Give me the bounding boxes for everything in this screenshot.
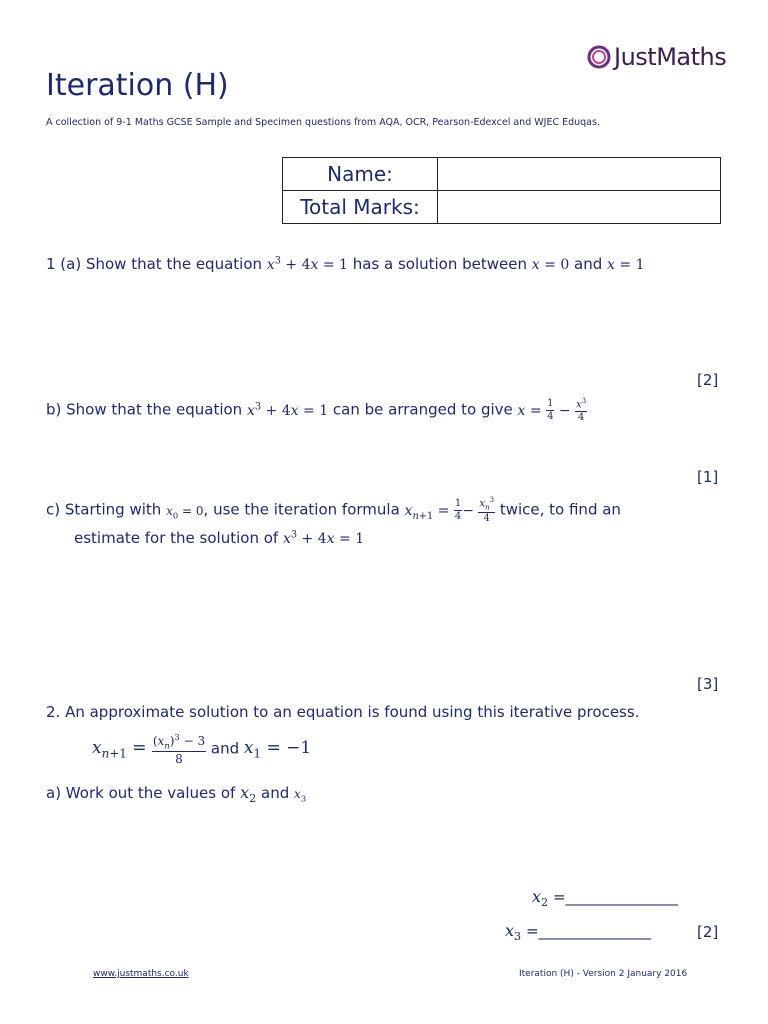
name-row — [283, 158, 721, 191]
x3-answer-line — [505, 921, 651, 943]
name-label: Name: — [283, 158, 438, 191]
question-1c — [46, 497, 621, 524]
x3-answer-label: $x_3$ — [505, 921, 522, 944]
q1c-formula: $x_{n+1}$ = $\frac{1}{4}$ − $\frac{x_n^3}{4}$ — [404, 496, 495, 525]
q1b-middle: can be arranged to give — [332, 400, 513, 419]
total-marks-label: Total Marks: — [283, 191, 438, 224]
q2-and: and — [210, 739, 240, 758]
q1c-middle: , use the iteration formula — [203, 500, 400, 519]
question-2-formula — [92, 733, 311, 765]
question-1a — [46, 255, 644, 273]
x2-answer-field[interactable]: =_______________ — [552, 888, 679, 906]
logo-swirl-icon — [586, 44, 612, 70]
q2a-x3: $x_3$ — [294, 787, 307, 804]
page-subtitle: A collection of 9-1 Maths GCSE Sample and Specimen questions from AQA, OCR, Pearson-Edexcel and WJEC Eduqas. — [46, 117, 600, 128]
q1c-prefix: c) Starting with — [46, 500, 162, 519]
x3-answer-field[interactable]: =_______________ — [525, 922, 652, 940]
q2a-text: a) Work out the values of — [46, 784, 236, 802]
q1c-marks: [3] — [697, 675, 719, 693]
total-marks-row — [283, 191, 721, 224]
q1c-equation: $x^3 + 4x = 1$ — [282, 529, 365, 547]
student-info-table — [282, 157, 721, 224]
question-1b — [46, 398, 587, 423]
logo-text: JustMaths — [614, 43, 727, 71]
q1c-line2: estimate for the solution of — [74, 529, 279, 547]
q2a-and: and — [261, 784, 290, 802]
q1b-prefix: b) Show that the equation — [46, 400, 243, 419]
justmaths-logo — [586, 42, 726, 72]
total-marks-field[interactable] — [438, 191, 721, 224]
q1a-lower-bound: x = 0 — [531, 257, 570, 273]
x2-answer-label: $x_2$ — [532, 887, 549, 910]
q1a-equation: $x^3 + 4x = 1$ — [266, 255, 348, 273]
question-2-intro: 2. An approximate solution to an equation is found using this iterative process. — [46, 703, 640, 721]
x2-answer-line — [532, 887, 678, 909]
q2a-x2: $x_2$ — [240, 783, 257, 806]
q1a-prefix: 1 (a) Show that the equation — [46, 255, 263, 273]
q1c-suffix: twice, to find an — [499, 500, 621, 519]
footer-website-link[interactable]: www.justmaths.co.uk — [93, 969, 189, 979]
q1b-marks: [1] — [697, 468, 719, 486]
q1b-rearranged: x = $\frac{1}{4}$ − $\frac{x^3}{4}$ — [517, 397, 587, 424]
q1a-marks: [2] — [697, 371, 719, 389]
q1a-upper-bound: x = 1 — [607, 257, 645, 273]
footer-version: Iteration (H) - Version 2 January 2016 — [519, 969, 688, 979]
q1a-and: and — [574, 255, 603, 273]
q1a-middle: has a solution between — [352, 255, 527, 273]
q1c-start-value: $x_0 = 0$ — [166, 503, 204, 521]
question-2a — [46, 783, 306, 805]
name-field[interactable] — [438, 158, 721, 191]
q2a-marks: [2] — [697, 923, 719, 941]
page-title: Iteration (H) — [46, 68, 229, 103]
q1b-equation: $x^3 + 4x = 1$ — [246, 401, 329, 419]
q2-initial-value: $x_1 = -1$ — [243, 738, 312, 761]
question-1c-line2 — [74, 529, 364, 547]
q2-iteration-formula: $x_{n+1}$ = $\frac{(x_n)^3 - 3}{8}$ — [92, 732, 206, 766]
